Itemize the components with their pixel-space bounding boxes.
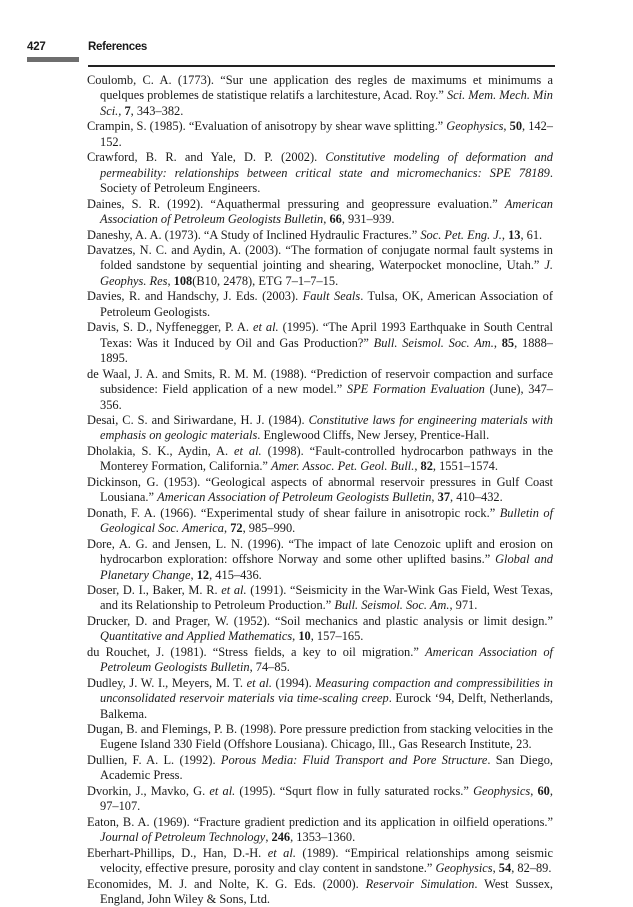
reference-text: Desai, C. S. and Siriwardane, H. J. (1984). [87,412,309,427]
reference-entry [87,676,553,722]
reference-text: Dudley, J. W. I., Meyers, M. T. [87,675,247,690]
reference-italic-text: Soc. Pet. Eng. J. [420,227,502,242]
reference-text: , 931–939. [341,212,395,227]
reference-text: Eberhart-Phillips, D., Han, D.-H. [87,845,268,860]
reference-text: Coulomb, C. A. (1773). “Sur une application des regles de maximums et minimums a quelques problemes de statistique relatifs a larchitesture, Acad. Roy.” [87,73,553,103]
reference-text: Davies, R. and Handschy, J. Eds. (2003). [87,289,303,304]
reference-text: Davis, S. D., Nyffenegger, P. A. [87,320,253,335]
reference-italic-text: Bull. Seismol. Soc. Am. [373,335,494,350]
page-number-bar [27,57,79,62]
reference-italic-text: Sci. Mem. Mech. Min Sci., [100,88,553,118]
reference-entry [87,228,553,243]
reference-entry [87,119,553,150]
running-header-title: References [88,41,148,53]
reference-text: Dvorkin, J., Mavko, G. [87,783,210,798]
reference-text: , [431,490,438,505]
reference-italic-text: Global and Planetary Change [100,552,553,582]
reference-text: , [414,459,421,474]
reference-text: , [265,830,272,845]
reference-text: (1991). “Seismicity in the War-Wink Gas Field, West Texas, and its Relationship to Petroleum Production.” [100,582,554,613]
reference-text: Eaton, B. A. (1969). “Fracture gradient prediction and its application in oilfield operations.” [87,814,553,829]
reference-text: , 343–382. [130,103,184,118]
reference-text: , [493,335,502,350]
reference-text: . Eurock ‘94, Delft, Netherlands, Balkema. [100,691,554,721]
reference-volume: 66 [329,212,342,227]
reference-text: Doser, D. I., Baker, M. R. [87,582,222,597]
reference-entry [87,444,553,475]
reference-italic-text: American Association of Petroleum Geologists Bulletin [100,196,553,227]
reference-italic-text: et al. [267,845,296,860]
reference-volume: 50 [509,119,523,134]
reference-volume: 246 [271,830,291,845]
reference-text: , 74–85. [249,660,290,675]
reference-text: . Englewood Cliffs, New Jersey, Prentice-Hall. [257,428,490,443]
reference-entry [87,73,553,119]
reference-entry [87,150,553,196]
reference-text: , [323,212,330,227]
reference-text: (1995). “Squrt flow in fully saturated rocks.” [235,783,474,798]
reference-text: Drucker, D. and Prager, W. (1952). “Soil mechanics and plastic analysis or limit design.” [87,613,553,628]
reference-entry [87,583,553,614]
reference-text: . West Sussex, England, John Wiley & Sons, Ltd. [100,876,554,907]
reference-italic-text: Geophysics [473,783,531,798]
reference-italic-text: Bull. Seismol. Soc. Am. [334,598,450,613]
reference-text: , 1353–1360. [290,830,356,845]
reference-italic-text: Measuring compaction and compressibilities in unconsolidated reservoir materials via time-scaling creep [100,675,553,706]
reference-text: , [530,783,538,798]
reference-text: Dugan, B. and Flemings, P. B. (1998). Pore pressure prediction from stacking velocities in the Eugene Island 330 Field (Offshore Lousiana). Chicago, Ill., Gas Research Institute, 23. [87,722,553,752]
reference-text: , 985–990. [242,521,296,536]
reference-italic-text: Geophysics [435,861,493,876]
reference-text: . Tulsa, OK, American Association of Petroleum Geologists. [100,289,553,319]
reference-italic-text: SPE Formation Evaluation [346,382,485,397]
reference-volume: 82 [420,459,433,474]
reference-text: (B10, 2478), ETG 7–1–7–15. [192,273,339,288]
reference-text: , 142–152. [100,119,553,149]
reference-text: , [503,119,510,134]
reference-text: , [167,273,174,288]
reference-text: (1995). “The April 1993 Earthquake in South Central Texas: Was it Induced by Oil and Gas Production?” [100,320,553,350]
reference-text: (June), 347–356. [100,382,554,412]
reference-text: , 97–107. [100,783,553,814]
reference-text: (1994). [271,675,316,690]
reference-volume: 85 [501,335,515,350]
reference-volume: 108 [173,273,193,288]
reference-italic-text: et al. [209,783,236,798]
reference-entry [87,289,553,320]
reference-text: Davatzes, N. C. and Aydin, A. (2003). “The formation of conjugate normal fault systems in folded sandstone by sequential jointing and shearing, Waterpocket monocline, Utah.” [87,242,553,273]
reference-entry [87,784,553,815]
reference-italic-text: American Association of Petroleum Geologists Bulletin [100,644,553,675]
reference-text: , [492,861,499,876]
reference-text: , [190,567,197,582]
reference-italic-text: J. Geophys. Res [100,258,553,288]
reference-italic-text: Bulletin of Geological Soc. America [100,505,554,536]
reference-volume: 37 [437,490,451,505]
reference-italic-text: American Association of Petroleum Geologists Bulletin [157,490,432,505]
reference-italic-text: et al. [252,320,279,335]
reference-text: , 61. [520,227,543,242]
reference-italic-text: Reservoir Simulation [365,876,475,891]
reference-italic-text: et al. [221,582,247,597]
reference-entry [87,413,553,444]
reference-text: , [292,629,299,644]
reference-entry [87,614,553,645]
reference-list [87,73,553,907]
reference-entry [87,877,553,907]
reference-text: (1989). “Empirical relationships among seismic velocity, effective presure, porosity and clay content in sandstone.” [100,845,553,876]
reference-italic-text: Amer. Assoc. Pet. Geol. Bull. [271,459,415,474]
reference-text: . San Diego, Academic Press. [100,752,553,783]
reference-italic-text: Geophysics [446,119,504,134]
reference-italic-text: et al. [246,675,272,690]
reference-italic-text: Fault Seals [302,289,361,304]
reference-italic-text: Constitutive laws for engineering materials with emphasis on geologic materials [100,412,553,443]
reference-volume: 13 [508,227,521,242]
reference-text: Crawford, B. R. and Yale, D. P. (2002). [87,150,326,165]
reference-text: , [224,521,231,536]
reference-entry [87,753,553,784]
reference-text: , 971. [449,598,478,613]
reference-entry [87,367,553,413]
reference-entry [87,475,553,506]
reference-text: (1998). “Fault-controlled hydrocarbon pathways in the Monterey Formation, California.” [100,443,554,474]
reference-entry [87,815,553,846]
reference-italic-text: et al. [234,443,262,458]
reference-text: Dickinson, G. (1953). “Geological aspects of abnormal reservoir pressures in Gulf Coast Lousiana.” [87,474,553,505]
reference-text: du Rouchet, J. (1981). “Stress fields, a key to oil migration.” [87,644,426,659]
reference-volume: 12 [196,567,210,582]
reference-italic-text: Porous Media: Fluid Transport and Pore Structure [220,752,488,767]
reference-entry [87,537,553,583]
reference-text: Daneshy, A. A. (1973). “A Study of Inclined Hydraulic Fractures.” [87,227,421,242]
reference-text: Donath, F. A. (1966). “Experimental study of shear failure in anisotropic rock.” [87,505,500,520]
reference-text: , 82–89. [511,861,552,876]
reference-italic-text: Constitutive modeling of deformation and permeability: relationships between critical state and micromechanics: SPE 78189 [100,150,553,180]
reference-italic-text: Journal of Petroleum Technology [100,830,266,845]
header-rule [88,65,555,67]
reference-text: Dholakia, S. K., Aydin, A. [87,443,235,458]
reference-text: , [501,227,509,242]
reference-entry [87,243,553,289]
page-number: 427 [27,41,46,53]
reference-entry [87,506,553,537]
reference-volume: 54 [498,861,512,876]
reference-entry [87,722,553,753]
reference-text: Dore, A. G. and Jensen, L. N. (1996). “The impact of late Cenozoic uplift and erosion on hydrocarbon exploration: offshore Norway and some other uplifted basins.” [87,536,553,567]
reference-text: de Waal, J. A. and Smits, R. M. M. (1988). “Prediction of reservoir compaction and surface subsidence: Field application of a new model.” [87,366,553,397]
reference-text: Dullien, F. A. L. (1992). [87,752,221,767]
reference-text: . Society of Petroleum Engineers. [100,165,553,196]
reference-entry [87,197,553,228]
reference-volume: 10 [298,629,311,644]
reference-text: , 1888–1895. [100,335,553,366]
reference-entry [87,846,553,877]
reference-volume: 60 [537,783,550,798]
reference-entry [87,645,553,676]
reference-text: , 410–432. [450,490,503,505]
reference-entry [87,320,553,366]
reference-volume: 72 [230,521,243,536]
reference-text: Crampin, S. (1985). “Evaluation of anisotropy by shear wave splitting.” [87,119,447,134]
reference-italic-text: Quantitative and Applied Mathematics [100,629,293,644]
reference-text: , 415–436. [209,567,262,582]
reference-text: Daines, S. R. (1992). “Aquathermal pressuring and geopressure evaluation.” [87,196,505,211]
reference-text: Economides, M. J. and Nolte, K. G. Eds. (2000). [87,876,366,891]
reference-text: , 157–165. [310,629,364,644]
reference-text: , 1551–1574. [432,459,498,474]
reference-volume: 7 [124,103,131,118]
